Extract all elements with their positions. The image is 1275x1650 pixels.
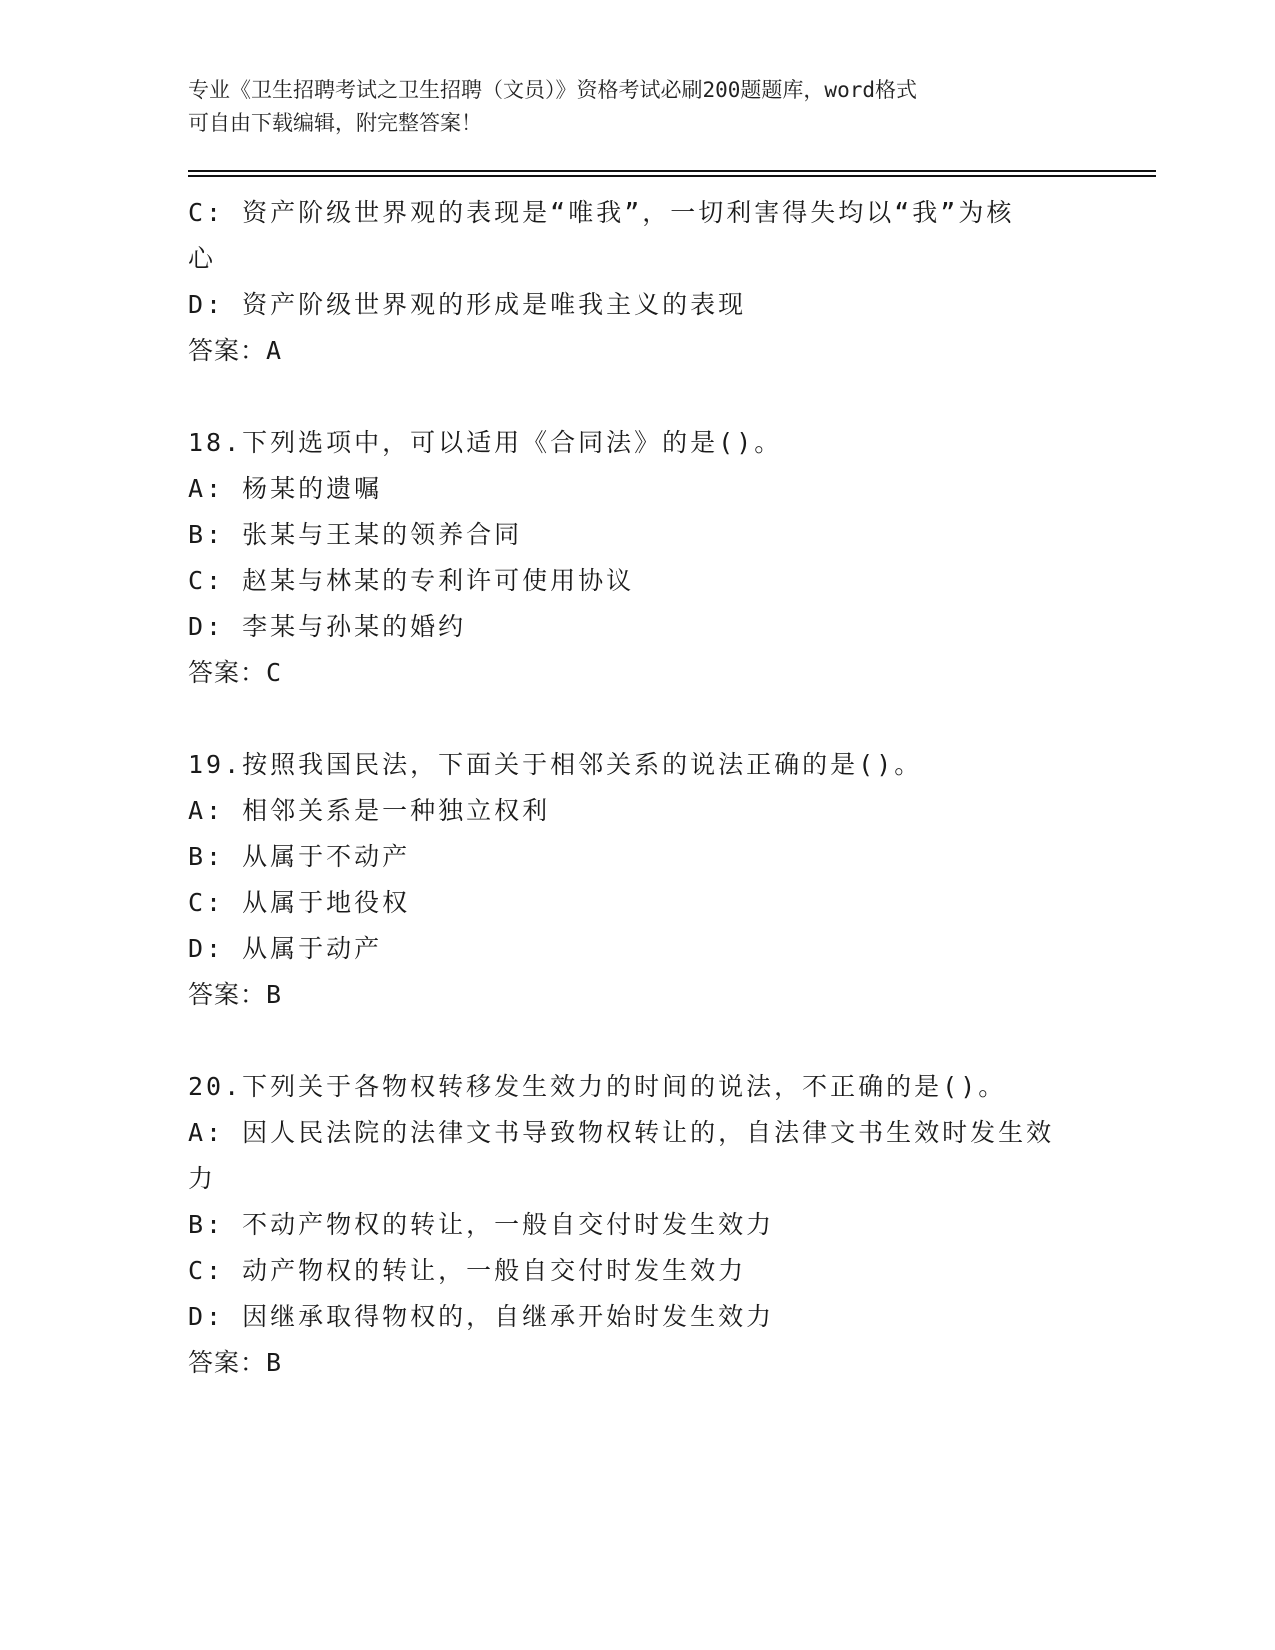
option-c-line-2: 心 (188, 244, 217, 273)
header-rule-top (188, 170, 1156, 172)
option-c: C: 赵某与林某的专利许可使用协议 (188, 566, 635, 595)
header-line-1: 专业《卫生招聘考试之卫生招聘（文员）》资格考试必刷200题题库，word格式 (188, 78, 917, 102)
option-d: D: 李某与孙某的婚约 (188, 612, 467, 641)
question-20 (188, 1064, 1088, 1386)
answer: 答案：B (188, 980, 283, 1009)
question-19 (188, 742, 1088, 1018)
option-c-line-1: C: 资产阶级世界观的表现是“唯我”，一切利害得失均以“我”为核 (188, 198, 1015, 227)
question-stem: 18.下列选项中，可以适用《合同法》的是()。 (188, 428, 783, 457)
answer: 答案：A (188, 336, 283, 365)
option-b: B: 不动产物权的转让，一般自交付时发生效力 (188, 1210, 775, 1239)
option-a: A: 相邻关系是一种独立权利 (188, 796, 551, 825)
option-d: D: 资产阶级世界观的形成是唯我主义的表现 (188, 290, 747, 319)
option-a: A: 杨某的遗嘱 (188, 474, 383, 503)
option-b: B: 从属于不动产 (188, 842, 411, 871)
option-d: D: 因继承取得物权的，自继承开始时发生效力 (188, 1302, 775, 1331)
document-body (188, 190, 1088, 1386)
header-rule-bottom (188, 175, 1156, 177)
answer: 答案：B (188, 1348, 283, 1377)
document-header (188, 74, 1088, 140)
question-18 (188, 420, 1088, 696)
option-a-line-2: 力 (188, 1164, 217, 1193)
question-17-continuation (188, 190, 1088, 374)
option-a-line-1: A: 因人民法院的法律文书导致物权转让的，自法律文书生效时发生效 (188, 1118, 1055, 1147)
option-c: C: 动产物权的转让，一般自交付时发生效力 (188, 1256, 747, 1285)
option-c: C: 从属于地役权 (188, 888, 411, 917)
answer: 答案：C (188, 658, 283, 687)
option-d: D: 从属于动产 (188, 934, 383, 963)
header-line-2: 可自由下载编辑，附完整答案！ (188, 111, 482, 135)
question-stem: 19.按照我国民法，下面关于相邻关系的说法正确的是()。 (188, 750, 923, 779)
question-stem: 20.下列关于各物权转移发生效力的时间的说法，不正确的是()。 (188, 1072, 1007, 1101)
option-b: B: 张某与王某的领养合同 (188, 520, 523, 549)
